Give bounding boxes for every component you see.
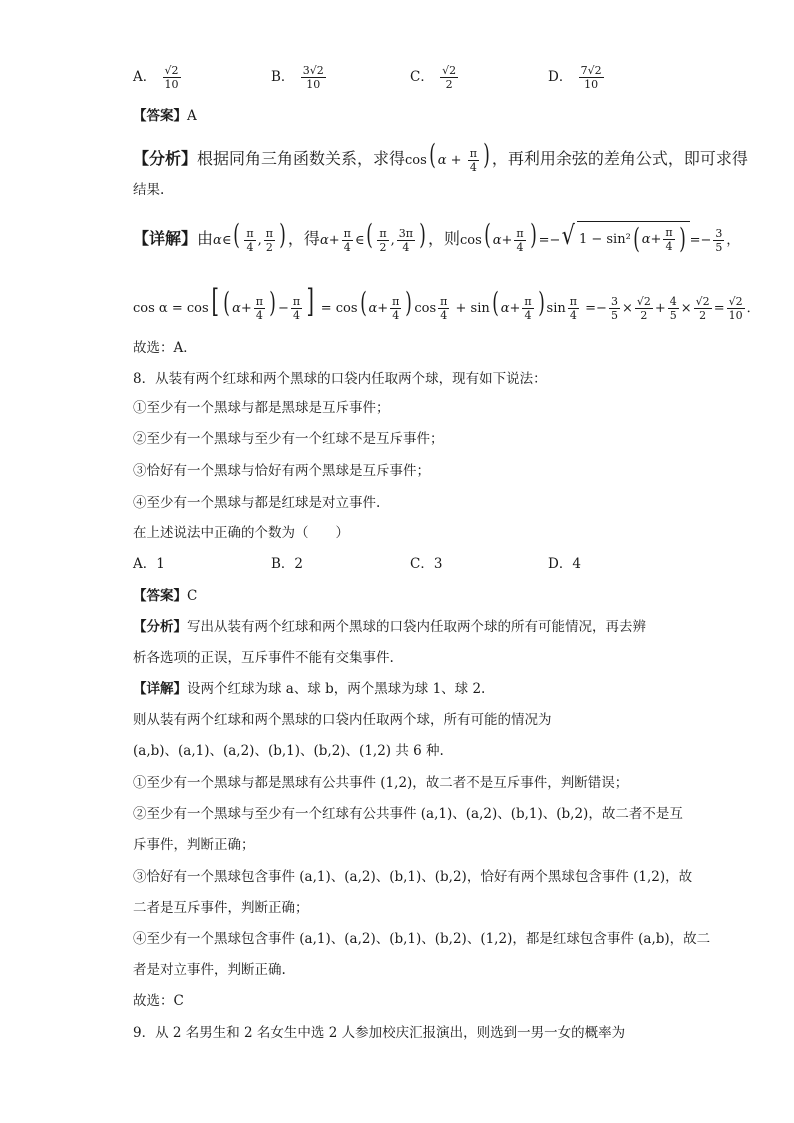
q8-judgement-2: ②至少有一个黑球与至少有一个红球有公共事件 (a,1)、(a,2)、(b,1)、(b,2)，故二者不是互: [133, 806, 683, 822]
math-expression: α+ $\frac{\pi}{4}$ ∈( $\frac{\pi}{2}$ , $\frac{3\pi}{4}$ ): [319, 218, 426, 254]
q8-option-c: C．3: [410, 556, 443, 572]
q7-detail-line2: [133, 278, 760, 328]
q8-judgement-1: ①至少有一个黑球与都是黑球有公共事件 (1,2)，故二者不是互斥事件，判断错误；: [133, 775, 629, 791]
q8-option-d: D．4: [548, 556, 581, 572]
q7-option-d: D． $\frac{7√2}{10}$: [548, 64, 602, 91]
fraction: $\frac{3√2}{10}$: [302, 64, 324, 91]
q8-question: 在上述说法中正确的个数为（ ）: [133, 525, 349, 541]
q7-analysis: 【分析】 根据同角三角函数关系，求得 cos( α + $\frac{\pi}{4}$ ) ，再利用余弦的差角公式，即可求得: [133, 138, 748, 174]
q8-analysis: 【分析】写出从装有两个红球和两个黑球的口袋内任取两个球的所有可能情况，再去辨: [133, 619, 646, 635]
q8-analysis-line2: 析各选项的正误，互斥事件不能有交集事件.: [133, 650, 394, 666]
q7-option-b: B． $\frac{3√2}{10}$: [271, 64, 324, 91]
fraction: $\frac{√2}{2}$: [442, 64, 457, 91]
q8-answer: 【答案】C: [133, 588, 198, 604]
q8-conclusion: 故选：C: [133, 993, 184, 1009]
q8-statement-1: ①至少有一个黑球与都是黑球是互斥事件；: [133, 400, 390, 416]
math-expression: α∈( $\frac{\pi}{4}$ , $\frac{\pi}{2}$ ): [213, 218, 286, 254]
q8-judgement-3: ③恰好有一个黑球包含事件 (a,1)、(a,2)、(b,1)、(b,2)，恰好有两个黑球包含事件 (1,2)，故: [133, 869, 693, 885]
q8-stem: 8．从装有两个红球和两个黑球的口袋内任取两个球，现有如下说法：: [133, 371, 547, 387]
q8-detail-line3: (a,b)、(a,1)、(a,2)、(b,1)、(b,2)、(1,2) 共 6 种.: [133, 743, 444, 759]
fraction: $\frac{√2}{10}$: [164, 64, 179, 91]
q8-detail-line2: 则从装有两个红球和两个黑球的口袋内任取两个球，所有可能的情况为: [133, 712, 552, 728]
q8-judgement-4: ④至少有一个黑球包含事件 (a,1)、(a,2)、(b,1)、(b,2)、(1,2)，都是红球包含事件 (a,b)，故二: [133, 931, 711, 947]
q7-option-c: C． $\frac{√2}{2}$: [410, 64, 457, 91]
q7-conclusion: 故选：A．: [133, 340, 197, 356]
q8-judgement-4-cont: 者是对立事件，判断正确.: [133, 962, 286, 978]
q8-statement-3: ③恰好有一个黑球与恰好有两个黑球是互斥事件；: [133, 463, 430, 479]
fraction: $\frac{7√2}{10}$: [580, 64, 602, 91]
q9-stem: 9．从 2 名男生和 2 名女生中选 2 人参加校庆汇报演出，则选到一男一女的概率为: [133, 1025, 626, 1041]
q8-option-b: B．2: [271, 556, 304, 572]
q8-judgement-3-cont: 二者是互斥事件，判断正确；: [133, 900, 309, 916]
q8-statement-4: ④至少有一个黑球与都是红球是对立事件.: [133, 495, 381, 511]
q7-detail-line1: 【详解】 由 α∈( $\frac{\pi}{4}$ , $\frac{\pi}{2}$ ) ，得 α+ $\frac{\pi}{4}$ ∈( $\frac{\pi}{2}$ , $\frac{3\pi}{4}$ ) ，则 cos( α+ $\frac{\pi}{4}$ ) =− √ 1 − sin² ( α + $\frac{\pi}{4}$ ) =− $\frac{3}{5}$ ，: [133, 218, 740, 255]
math-expression: cos( α+ $\frac{\pi}{4}$ ) =− √ 1 − sin² ( α + $\frac{\pi}{4}$ ) =− $\frac{3}{5}$ ，: [459, 218, 740, 255]
math-expression: cos α = cos[ ( α+ $\frac{\pi}{4}$ ) − $\frac{\pi}{4}$ ] = cos( α+ $\frac{\pi}{4}$ ) cos $\frac{\pi}{4}$ + sin( α+ $\frac{\pi}{4}$ ) sin $\frac{\pi}{4}$ =− $\frac{3}{5}$ × $\frac{√2}{2}$ + $\frac{4}{5}$ × $\frac{√2}{2}$ = $\frac{√2}{10}$ ．: [133, 282, 760, 322]
q8-option-a: A．1: [133, 556, 165, 572]
q7-option-a: A． $\frac{√2}{10}$: [133, 64, 179, 91]
q7-analysis-line2: 结果.: [133, 182, 165, 198]
q8-detail: 【详解】设两个红球为球 a、球 b，两个黑球为球 1、球 2.: [133, 681, 486, 697]
q7-answer: 【答案】A: [133, 108, 197, 124]
q8-statement-2: ②至少有一个黑球与至少有一个红球不是互斥事件；: [133, 431, 444, 447]
q8-judgement-2-cont: 斥事件，判断正确；: [133, 837, 255, 853]
math-expression: cos( α + $\frac{\pi}{4}$ ): [405, 138, 490, 174]
